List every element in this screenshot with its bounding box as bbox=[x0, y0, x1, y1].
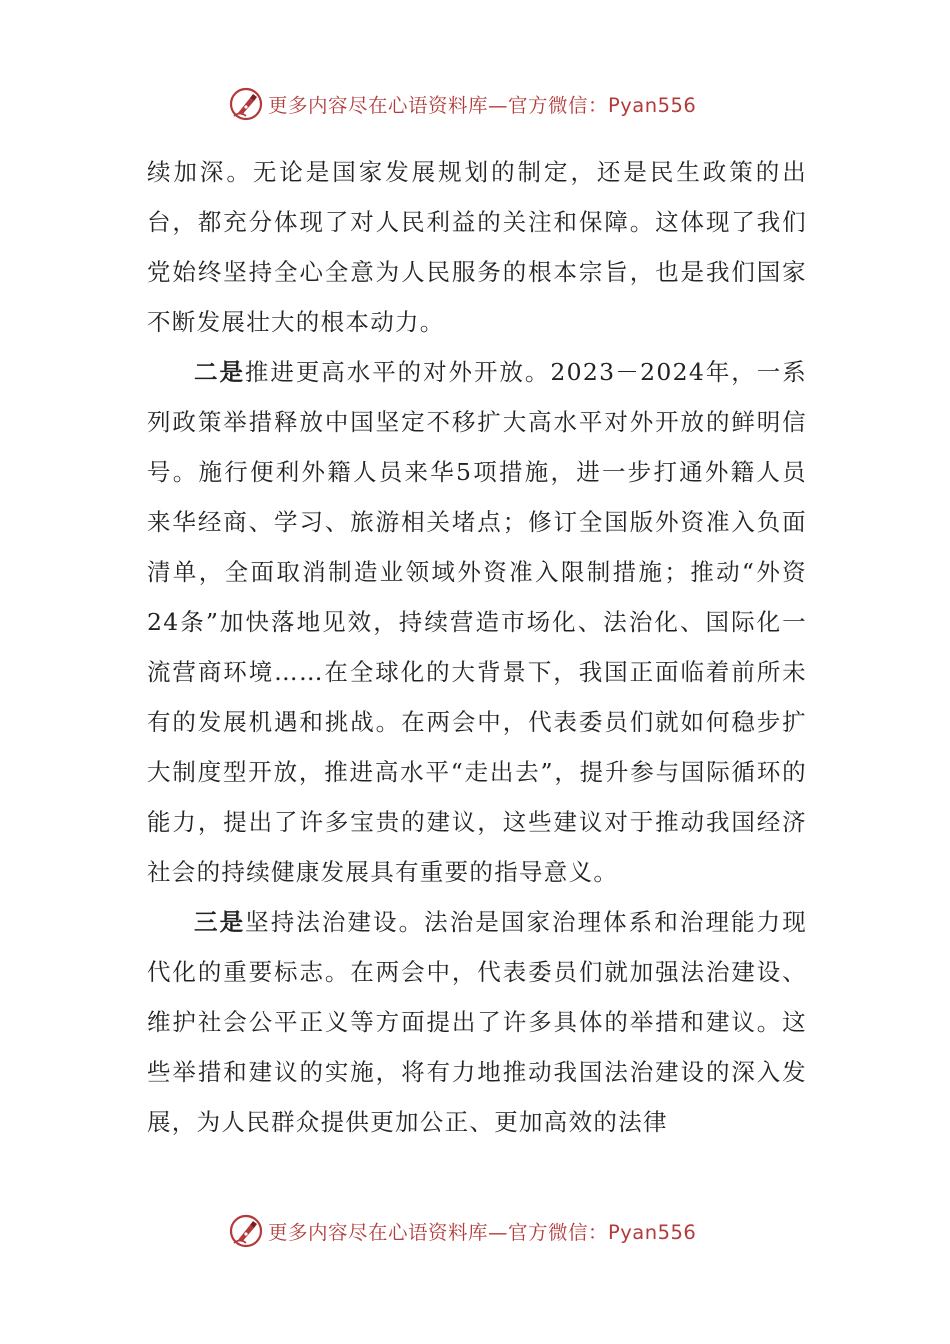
paragraph-2-text: 推进更高水平的对外开放。2023－2024年，一系列政策举措释放中国坚定不移扩大高水平对外开放的鲜明信号。施行便利外籍人员来华5项措施，进一步打通外籍人员来华经商、学习、旅游相关堵点；修订全国版外资准入负面清单，全面取消制造业领域外资准入限制措施；推动“外资24条”加快落地见效，持续营造市场化、法治化、国际化一流营商环境……在全球化的大背景下，我国正面临着前所未有的发展机遇和挑战。在两会中，代表委员们就如何稳步扩大制度型开放，推进高水平“走出去”，提升参与国际循环的能力，提出了许多宝贵的建议，这些建议对于推动我国经济社会的持续健康发展具有重要的指导意义。 bbox=[147, 358, 807, 886]
document-body bbox=[147, 147, 807, 1147]
paragraph-3-text: 坚持法治建设。法治是国家治理体系和治理能力现代化的重要标志。在两会中，代表委员们就加强法治建设、维护社会公平正义等方面提出了许多具体的举措和建议。这些举措和建议的实施，将有力地推动我国法治建设的深入发展，为人民群众提供更加公正、更加高效的法律 bbox=[147, 908, 807, 1136]
paragraph-2-lead: 二是 bbox=[194, 358, 245, 386]
footer-watermark-banner bbox=[228, 1211, 696, 1251]
watermark-text: 更多内容尽在心语资料库—官方微信：Pyan556 bbox=[268, 1221, 697, 1244]
paragraph-1 bbox=[147, 147, 807, 347]
pen-nib-icon bbox=[228, 1213, 264, 1249]
paragraph-2 bbox=[147, 347, 807, 897]
header-watermark-banner bbox=[228, 84, 696, 124]
paragraph-1-text: 续加深。无论是国家发展规划的制定，还是民生政策的出台，都充分体现了对人民利益的关注和保障。这体现了我们党始终坚持全心全意为人民服务的根本宗旨，也是我们国家不断发展壮大的根本动力。 bbox=[147, 158, 807, 336]
paragraph-3 bbox=[147, 897, 807, 1147]
watermark-text: 更多内容尽在心语资料库—官方微信：Pyan556 bbox=[268, 94, 697, 117]
paragraph-3-lead: 三是 bbox=[194, 908, 246, 936]
pen-nib-icon bbox=[228, 86, 264, 122]
